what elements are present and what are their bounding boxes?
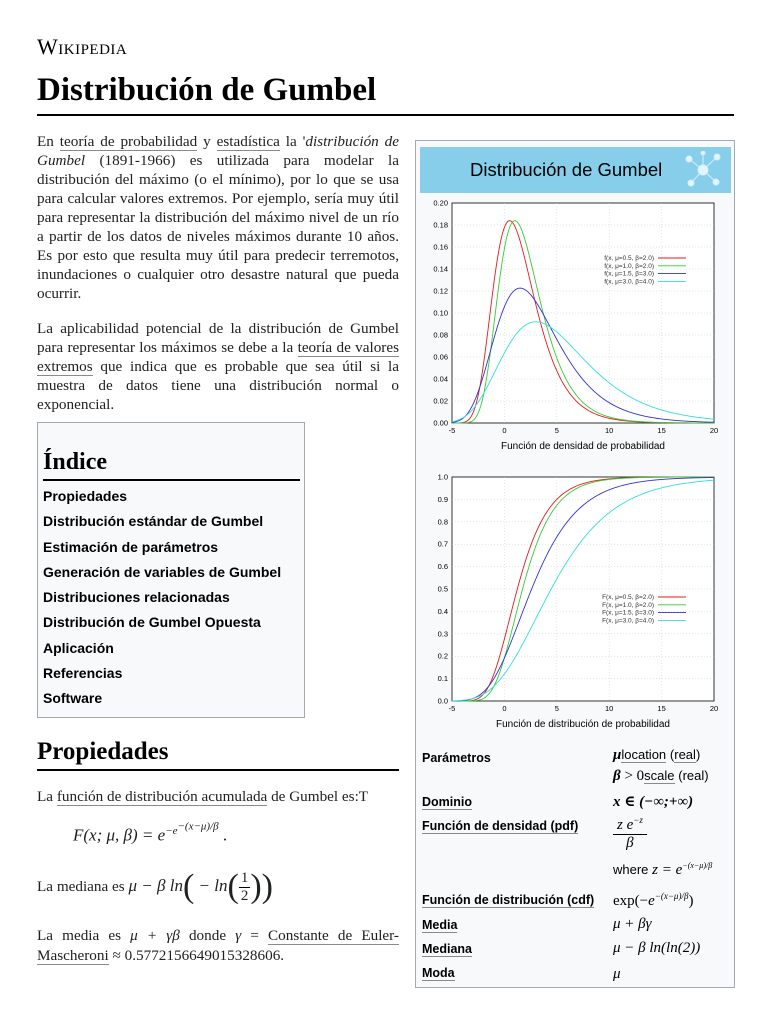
legend-label-3: F(x, μ=1.5, β=3.0) [602,609,654,617]
page-title: Distribución de Gumbel [37,72,377,108]
infobox-label-pdf[interactable]: Función de densidad (pdf) [422,819,579,833]
molecule-decoration-icon [683,151,723,189]
legend-label-1: F(x, μ=0.5, β=2.0) [602,594,654,601]
infobox-value-pdf: $\frac{z e^{-z}}{\beta}$ [613,815,647,852]
y-tick-label: 0.08 [433,330,448,340]
y-tick-label: 0.6 [437,562,448,572]
x-tick-label: 5 [554,426,559,435]
y-tick-label: 0.12 [433,286,448,296]
infobox-value-pdf-where: where $z = e^{-(x-\mu)/\beta}$ [613,861,713,878]
infobox-label-moda[interactable]: Moda [422,966,455,980]
toc-item-estimacion[interactable]: Estimación de parámetros [43,538,219,555]
y-tick-label: 0.5 [437,584,448,594]
x-tick-label: 5 [554,704,559,713]
infobox-label-dominio[interactable]: Dominio [422,795,472,809]
y-tick-label: 0.1 [437,674,448,684]
x-tick-label: -5 [448,704,456,713]
toc-item-propiedades[interactable]: Propiedades [43,488,128,504]
link-cdf[interactable]: función de distribución acumulada [56,788,268,805]
x-tick-label: 10 [605,704,614,713]
infobox-label-mediana[interactable]: Mediana [422,942,473,956]
infobox-header [420,147,731,193]
intro-paragraph-1: En teoría de probabilidad y estadística la 'distribución de Gumbel (1891-1966) es utilizada para modelar la distribución del máximo (o el mínimo), por lo que se usa para calcular valores extremos. Por ejemplo, sería muy útil para representar la distribución del máximo nivel de un río a partir de los datos de niveles máximos durante 10 años. Es por esto que resulta muy útil para predecir terremotos, inundaciones o cualquier otro desastre natural que pueda ocurrir. [37,133,399,302]
link-probability-theory[interactable]: teoría de probabilidad [59,133,198,150]
cdf-sentence: La función de distribución acumulada de Gumbel es:T [37,788,369,805]
y-tick-label: 0.18 [433,220,448,230]
infobox-value-moda: μ [613,966,621,982]
y-tick-label: 0.06 [433,352,448,362]
infobox-value-parametros-1: μlocation (real) [613,747,701,763]
wikipedia-logo[interactable]: Wikipedia [37,34,128,59]
mean-sentence: La media es μ + γβ donde γ = Constante de Euler-Mascheroni ≈ 0.5772156649015328606. [37,927,399,964]
y-tick-label: 0.16 [433,242,448,252]
toc-divider [43,479,300,481]
legend-label-2: f(x, μ=1.0, β=2.0) [604,262,654,270]
infobox-label-cdf[interactable]: Función de distribución (cdf) [422,893,595,907]
legend-label-2: F(x, μ=1.0, β=2.0) [602,601,654,609]
chart-caption: Función de distribución de probabilidad [495,719,671,730]
toc-list [43,487,281,715]
y-tick-label: 0.3 [437,629,448,639]
toc-item-referencias[interactable]: Referencias [43,665,123,682]
y-tick-label: 0.2 [437,651,448,661]
y-tick-label: 0.02 [433,396,448,406]
infobox-value-parametros-2: β > 0scale (real) [613,768,709,784]
infobox-value-dominio: x ∈ (−∞;+∞) [613,794,694,810]
x-tick-label: 10 [605,426,614,435]
median-formula: μ − β ln( − ln( $\frac{1}{2}$ )) [128,868,273,905]
legend-label-4: F(x, μ=3.0, β=4.0) [602,617,654,625]
x-tick-label: 15 [657,426,666,435]
toc-title: Índice [43,449,108,475]
y-tick-label: 0.9 [437,494,448,504]
cdf-formula: F(x; μ, $\beta) = e^{-e^{-(x-\mu)/\beta}}$ . [73,820,228,845]
intro-text [37,132,399,430]
infobox-value-mediana: μ − β ln(ln(2)) [613,940,701,956]
link-real[interactable]: real [674,747,696,762]
x-tick-label: 0 [502,704,507,713]
x-tick-label: 0 [502,426,507,435]
infobox-title: Distribución de Gumbel [470,159,663,180]
x-tick-label: 20 [709,704,719,713]
link-statistics[interactable]: estadística [216,133,280,150]
infobox-value-media: μ + βγ [613,916,652,932]
legend-label-3: f(x, μ=1.5, β=3.0) [604,270,654,278]
section-divider [37,769,399,771]
legend-label-1: f(x, μ=0.5, β=2.0) [604,255,654,262]
legend-label-4: f(x, μ=3.0, β=4.0) [604,278,654,286]
intro-paragraph-2: La aplicabilidad potencial de la distribución de Gumbel para representar los máximos se debe a la teoría de valores extremos que indica que es probable que sea útil si la muestra de datos tiene una distribución normal o exponencial. [37,320,399,413]
y-tick-label: 0.20 [433,198,448,208]
toc-item-distribucion-estandar[interactable]: Distribución estándar de Gumbel [43,513,264,530]
infobox-label-parametros: Parámetros [422,751,491,765]
y-tick-label: 0.8 [437,517,448,527]
y-tick-label: 1.0 [437,472,448,482]
y-tick-label: 0.00 [433,418,448,428]
section-heading-propiedades: Propiedades [37,738,169,765]
pdf-chart [416,195,734,467]
toc-item-software[interactable]: Software [43,690,103,707]
y-tick-label: 0.04 [433,374,448,384]
link-location[interactable]: location [621,747,667,762]
infobox-value-cdf: $\exp(-e^{-(x-\mu)/\beta})$ [613,891,694,909]
y-tick-label: 0.14 [433,264,448,274]
link-extreme-value-theory[interactable]: teoría de valores extremos [37,339,399,375]
x-tick-label: 20 [709,426,719,435]
y-tick-label: 0.4 [437,606,448,616]
toc-item-relacionadas[interactable]: Distribuciones relacionadas [43,589,230,606]
toc-item-generacion[interactable]: Generación de variables de Gumbel [43,563,282,580]
y-tick-label: 0.0 [437,696,448,706]
infobox-label-media[interactable]: Media [422,918,458,932]
link-euler-mascheroni[interactable]: Constante de Euler-Mascheroni [37,927,399,964]
y-tick-label: 0.10 [433,308,448,318]
link-scale[interactable]: scale [644,768,675,783]
toc-item-opuesta[interactable]: Distribución de Gumbel Opuesta [43,614,261,631]
title-divider [37,114,734,116]
chart-caption: Función de densidad de probabilidad [500,441,666,452]
cdf-chart [416,469,734,747]
toc-item-aplicacion[interactable]: Aplicación [43,639,114,656]
y-tick-label: 0.7 [437,539,448,549]
table-of-contents [37,422,305,718]
x-tick-label: -5 [448,426,456,435]
x-tick-label: 15 [657,704,666,713]
median-sentence: La mediana es μ − β ln( − ln( $\frac{1}{2}$ )) [37,868,273,905]
infobox [415,140,735,988]
